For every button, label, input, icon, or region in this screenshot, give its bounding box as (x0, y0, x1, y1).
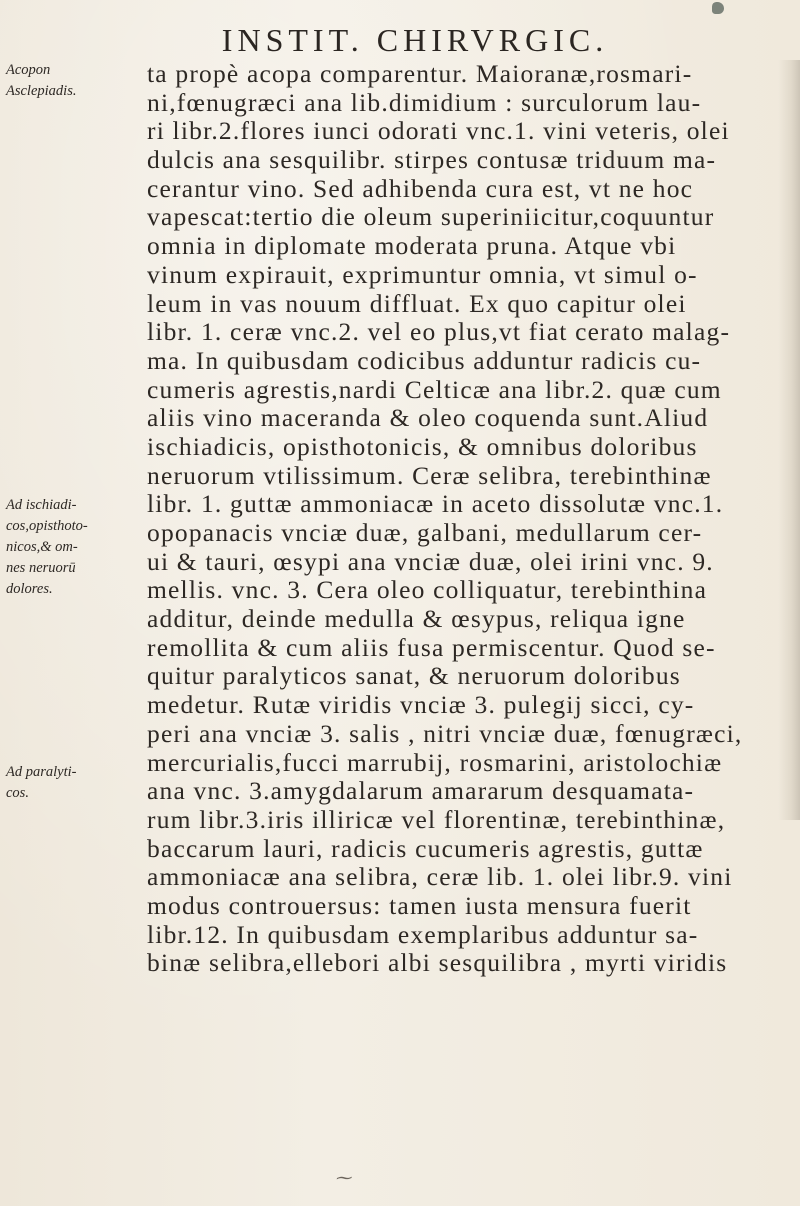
text-line: libr.12. In quibusdam exemplaribus adduntur sa- (147, 919, 699, 949)
text-line: aliis vino maceranda & oleo coquenda sunt.Aliud (147, 403, 709, 433)
text-line: opopanacis vnciæ duæ, galbani, medullarum cer- (147, 518, 703, 547)
margin-note-line: dolores. (6, 581, 53, 597)
text-line: libr. 1. ceræ vnc.2. vel eo plus,vt fiat cerato malag- (147, 317, 731, 347)
text-line: remollita & cum aliis fusa permiscentur. Quod se- (147, 632, 716, 662)
text-line: cumeris agrestis,nardi Celticæ ana libr.2. quæ cum (147, 374, 722, 404)
body-text (147, 60, 787, 978)
text-line: ta propè acopa comparentur. Maioranæ,rosmari- (147, 59, 693, 88)
text-line: ni,fœnugræci ana lib.dimidium : surculorum lau- (147, 87, 702, 117)
margin-note-acopon (6, 60, 146, 102)
text-line: ri libr.2.flores iunci odorati vnc.1. vini veteris, olei (147, 116, 730, 146)
margin-note-paralyticos (6, 762, 146, 804)
text-line: rum libr.3.iris illiricæ vel florentinæ, terebinthinæ, (147, 804, 726, 834)
text-line: quitur paralyticos sanat, & neruorum doloribus (147, 661, 681, 691)
text-line: ma. In quibusdam codicibus adduntur radicis cu- (147, 345, 702, 375)
text-line: modus controuersus: tamen iusta mensura fuerit (147, 890, 692, 920)
text-line: cerantur vino. Sed adhibenda cura est, vt ne hoc (147, 173, 694, 203)
margin-note-line: cos,opisthoto- (6, 518, 88, 534)
margin-note-line: nes neruorū (6, 560, 76, 576)
ink-stain (712, 2, 724, 14)
margin-note-line: cos. (6, 785, 29, 801)
text-line: mellis. vnc. 3. Cera oleo colliquatur, terebinthina (147, 575, 708, 605)
text-line: medetur. Rutæ viridis vnciæ 3. pulegij sicci, cy- (147, 690, 695, 720)
text-line: libr. 1. guttæ ammoniacæ in aceto dissolutæ vnc.1. (147, 489, 724, 519)
text-line: binæ selibra,ellebori albi sesquilibra , myrti viridis (147, 948, 728, 978)
text-line: mercurialis,fucci marrubij, rosmarini, aristolochiæ (147, 747, 723, 777)
text-line: vinum expirauit, exprimuntur omnia, vt simul o- (147, 259, 698, 289)
margin-note-line: nicos,& om- (6, 539, 78, 555)
margin-note-line: Acopon (6, 62, 51, 78)
running-head (0, 22, 800, 59)
text-line: omnia in diplomate moderata pruna. Atque vbi (147, 231, 677, 261)
text-line: additur, deinde medulla & œsypus, reliqua igne (147, 604, 686, 634)
text-line: ui & tauri, œsypi ana vnciæ duæ, olei irini vnc. 9. (147, 546, 714, 576)
text-line: dulcis ana sesquilibr. stirpes contusæ triduum ma- (147, 145, 717, 175)
bottom-mark: ⁓ (335, 1170, 351, 1187)
text-line: ana vnc. 3.amygdalarum amararum desquamata- (147, 776, 695, 806)
text-line: neruorum vtilissimum. Ceræ selibra, terebinthinæ (147, 460, 712, 490)
text-line: leum in vas nouum diffluat. Ex quo capitur olei (147, 288, 687, 318)
text-line: ischiadicis, opisthotonicis, & omnibus doloribus (147, 431, 698, 461)
text-line: baccarum lauri, radicis cucumeris agrestis, guttæ (147, 833, 704, 863)
running-head-text: INSTIT. CHIRVRGIC. (221, 22, 609, 58)
text-line: ammoniacæ ana selibra, ceræ lib. 1. olei libr.9. vini (147, 862, 733, 892)
margin-note-line: Ad ischiadi- (6, 497, 77, 513)
margin-note-ischiadicos (6, 495, 146, 600)
margin-note-line: Ad paralyti- (6, 764, 77, 780)
margin-note-line: Asclepiadis. (6, 83, 77, 99)
text-line: vapescat:tertio die oleum superiniicitur,coquuntur (147, 202, 715, 232)
text-line: peri ana vnciæ 3. salis , nitri vnciæ duæ, fœnugræci, (147, 718, 743, 748)
